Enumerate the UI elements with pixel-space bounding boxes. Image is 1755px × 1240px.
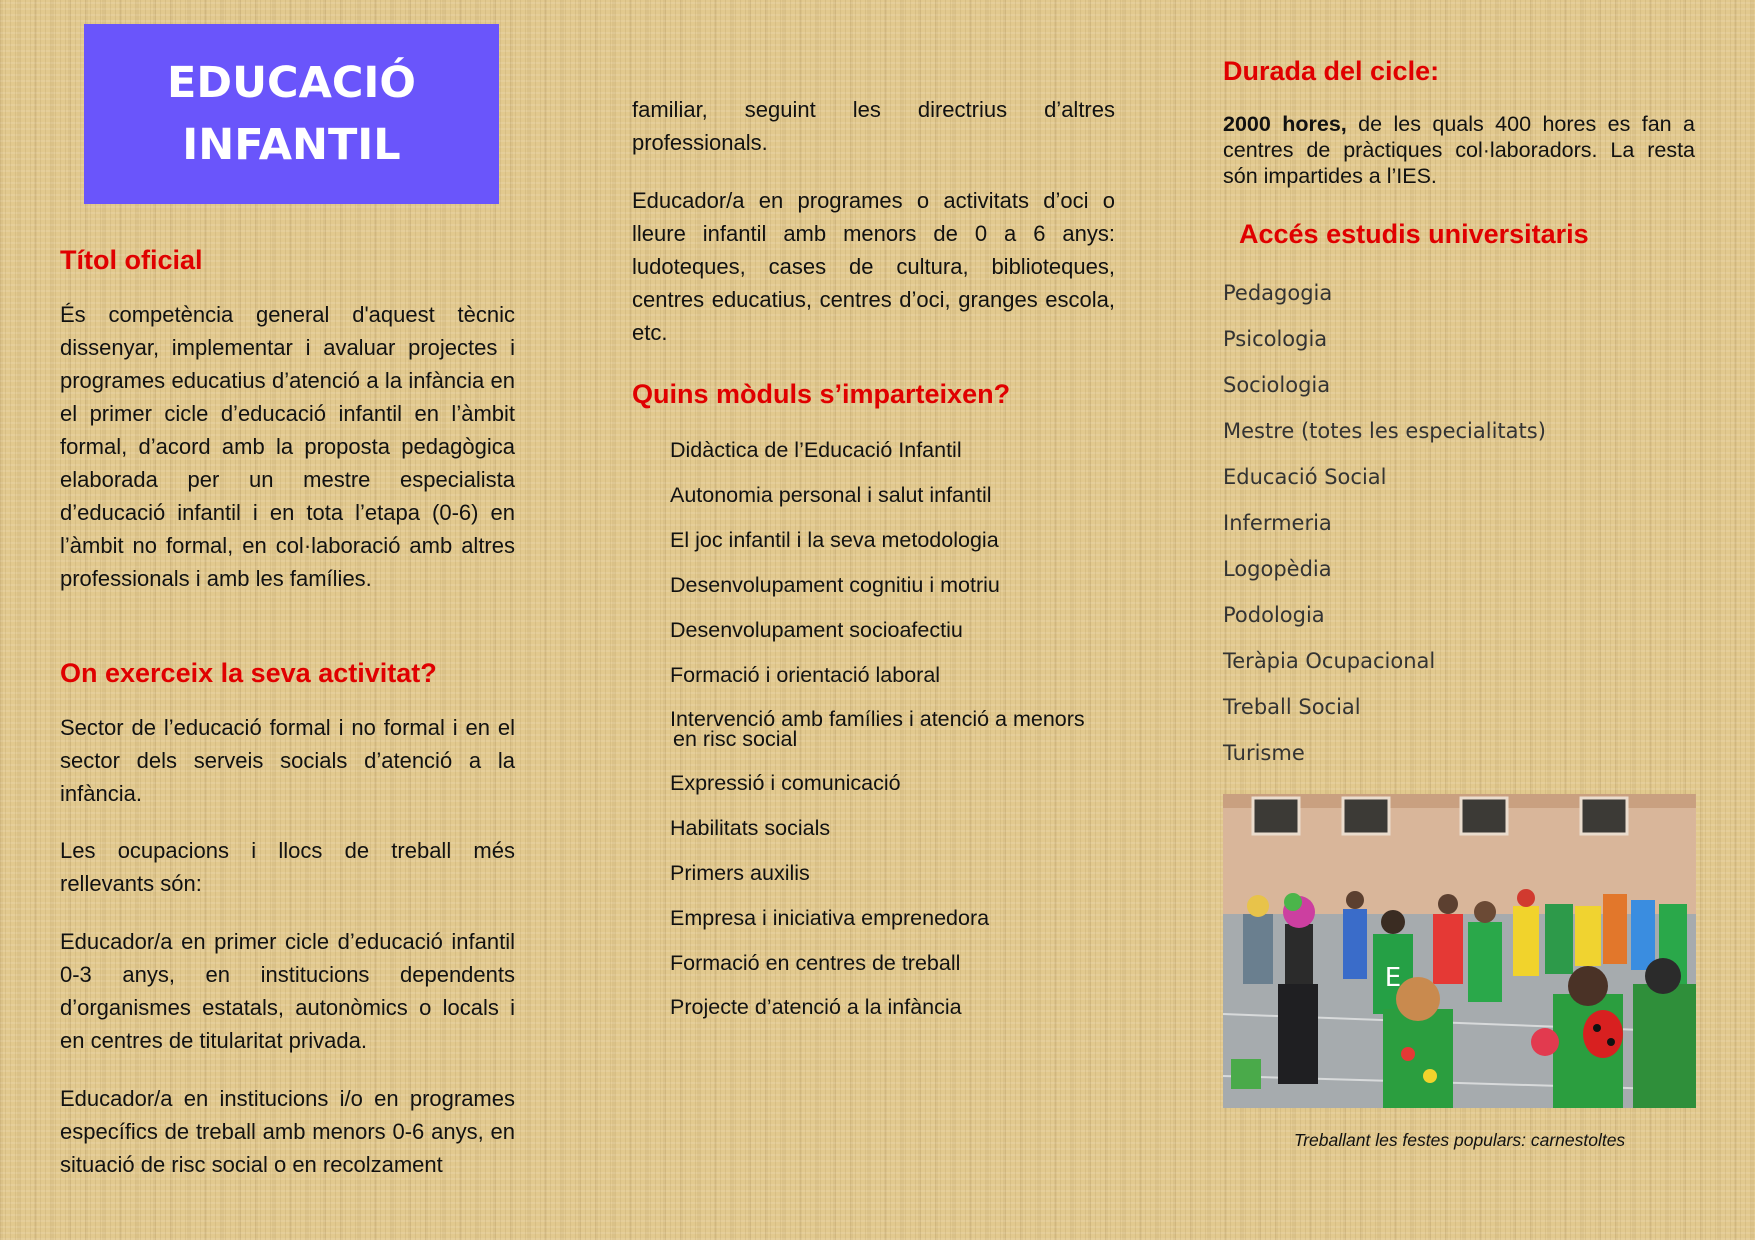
carnival-photo: [1223, 794, 1696, 1108]
title-box: [84, 24, 499, 204]
list-item: Desenvolupament cognitiu i motriu: [670, 573, 1000, 597]
list-item: Mestre (totes les especialitats): [1223, 419, 1546, 443]
list-item: Logopèdia: [1223, 557, 1332, 581]
heading-moduls: Quins mòduls s’imparteixen?: [632, 379, 1011, 409]
list-item: Projecte d’atenció a la infància: [670, 995, 962, 1019]
list-item: Psicologia: [1223, 327, 1328, 351]
list-item: Didàctica de l’Educació Infantil: [670, 438, 962, 462]
durada-hours: 2000 hores,: [1223, 112, 1347, 136]
list-item: Expressió i comunicació: [670, 771, 901, 795]
list-item: Formació en centres de treball: [670, 951, 961, 975]
list-item: Primers auxilis: [670, 861, 810, 885]
list-item: Desenvolupament socioafectiu: [670, 618, 963, 642]
list-item: Pedagogia: [1223, 281, 1333, 305]
svg-text:E: E: [1384, 963, 1402, 993]
durada-text: de les quals 400 hores es fan a centres de pràctiques col·laboradors. La resta són impartides a l’IES.: [1223, 112, 1695, 188]
title-line-1: EDUCACIÓ: [167, 58, 416, 108]
list-item: Formació i orientació laboral: [670, 663, 941, 687]
list-item: Teràpia Ocupacional: [1223, 649, 1436, 673]
list-item: Sociologia: [1223, 373, 1331, 397]
para-durada: [1223, 111, 1695, 189]
list-item: Empresa i iniciativa emprenedora: [670, 906, 990, 930]
para-sector: Sector de l’educació formal i no formal i en el sector dels serveis socials d’atenció a la infància.: [60, 715, 515, 806]
list-item: Habilitats socials: [670, 816, 831, 840]
para-educador-1: Educador/a en primer cicle d’educació infantil 0-3 anys, en institucions dependents d’organismes estatals, autonòmics o locals i en centres de titularitat privada.: [60, 929, 515, 1053]
list-item: El joc infantil i la seva metodologia: [670, 528, 999, 552]
para-familiar: familiar, seguint les directrius d’altres professionals.: [632, 97, 1115, 155]
heading-titol-oficial: Títol oficial: [60, 245, 203, 275]
heading-activitat: On exerceix la seva activitat?: [60, 658, 437, 688]
photo-caption: Treballant les festes populars: carnestoltes: [1293, 1130, 1626, 1150]
heading-acces: Accés estudis universitaris: [1239, 219, 1589, 249]
title-line-2: INFANTIL: [182, 120, 401, 170]
page-title: [167, 52, 416, 176]
list-item: Autonomia personal i salut infantil: [670, 483, 992, 507]
para-titol: És competència general d'aquest tècnic dissenyar, implementar i avaluar projectes i programes educatius d’atenció a la infància en el primer cicle d’educació infantil en l’àmbit formal, d’acord amb la proposta pedagògica elaborada per un mestre especialista d’educació infantil i en tota l’etapa (0-6) en l’àmbit no formal, en col·laboració amb altres professionals i amb les famílies.: [60, 302, 515, 591]
para-ocupacions: Les ocupacions i llocs de treball més rellevants són:: [60, 838, 515, 896]
list-item: Intervenció amb famílies i atenció a menors: [670, 707, 1085, 731]
list-item-continuation: en risc social: [673, 727, 798, 751]
heading-durada: Durada del cicle:: [1223, 56, 1440, 86]
list-item: Turisme: [1223, 741, 1305, 765]
list-item: Podologia: [1223, 603, 1325, 627]
list-item: Educació Social: [1223, 465, 1387, 489]
para-educador-2: Educador/a en institucions i/o en programes específics de treball amb menors 0-6 anys, en situació de risc social o en recolzament: [60, 1086, 515, 1177]
para-oci: Educador/a en programes o activitats d’oci o lleure infantil amb menors de 0 a 6 anys: ludoteques, cases de cultura, biblioteques, centres educatius, centres d’oci, granges escola, etc.: [632, 188, 1115, 345]
list-item: Infermeria: [1223, 511, 1332, 535]
list-item: Treball Social: [1223, 695, 1361, 719]
carnival-photo-image: [1223, 794, 1696, 1108]
